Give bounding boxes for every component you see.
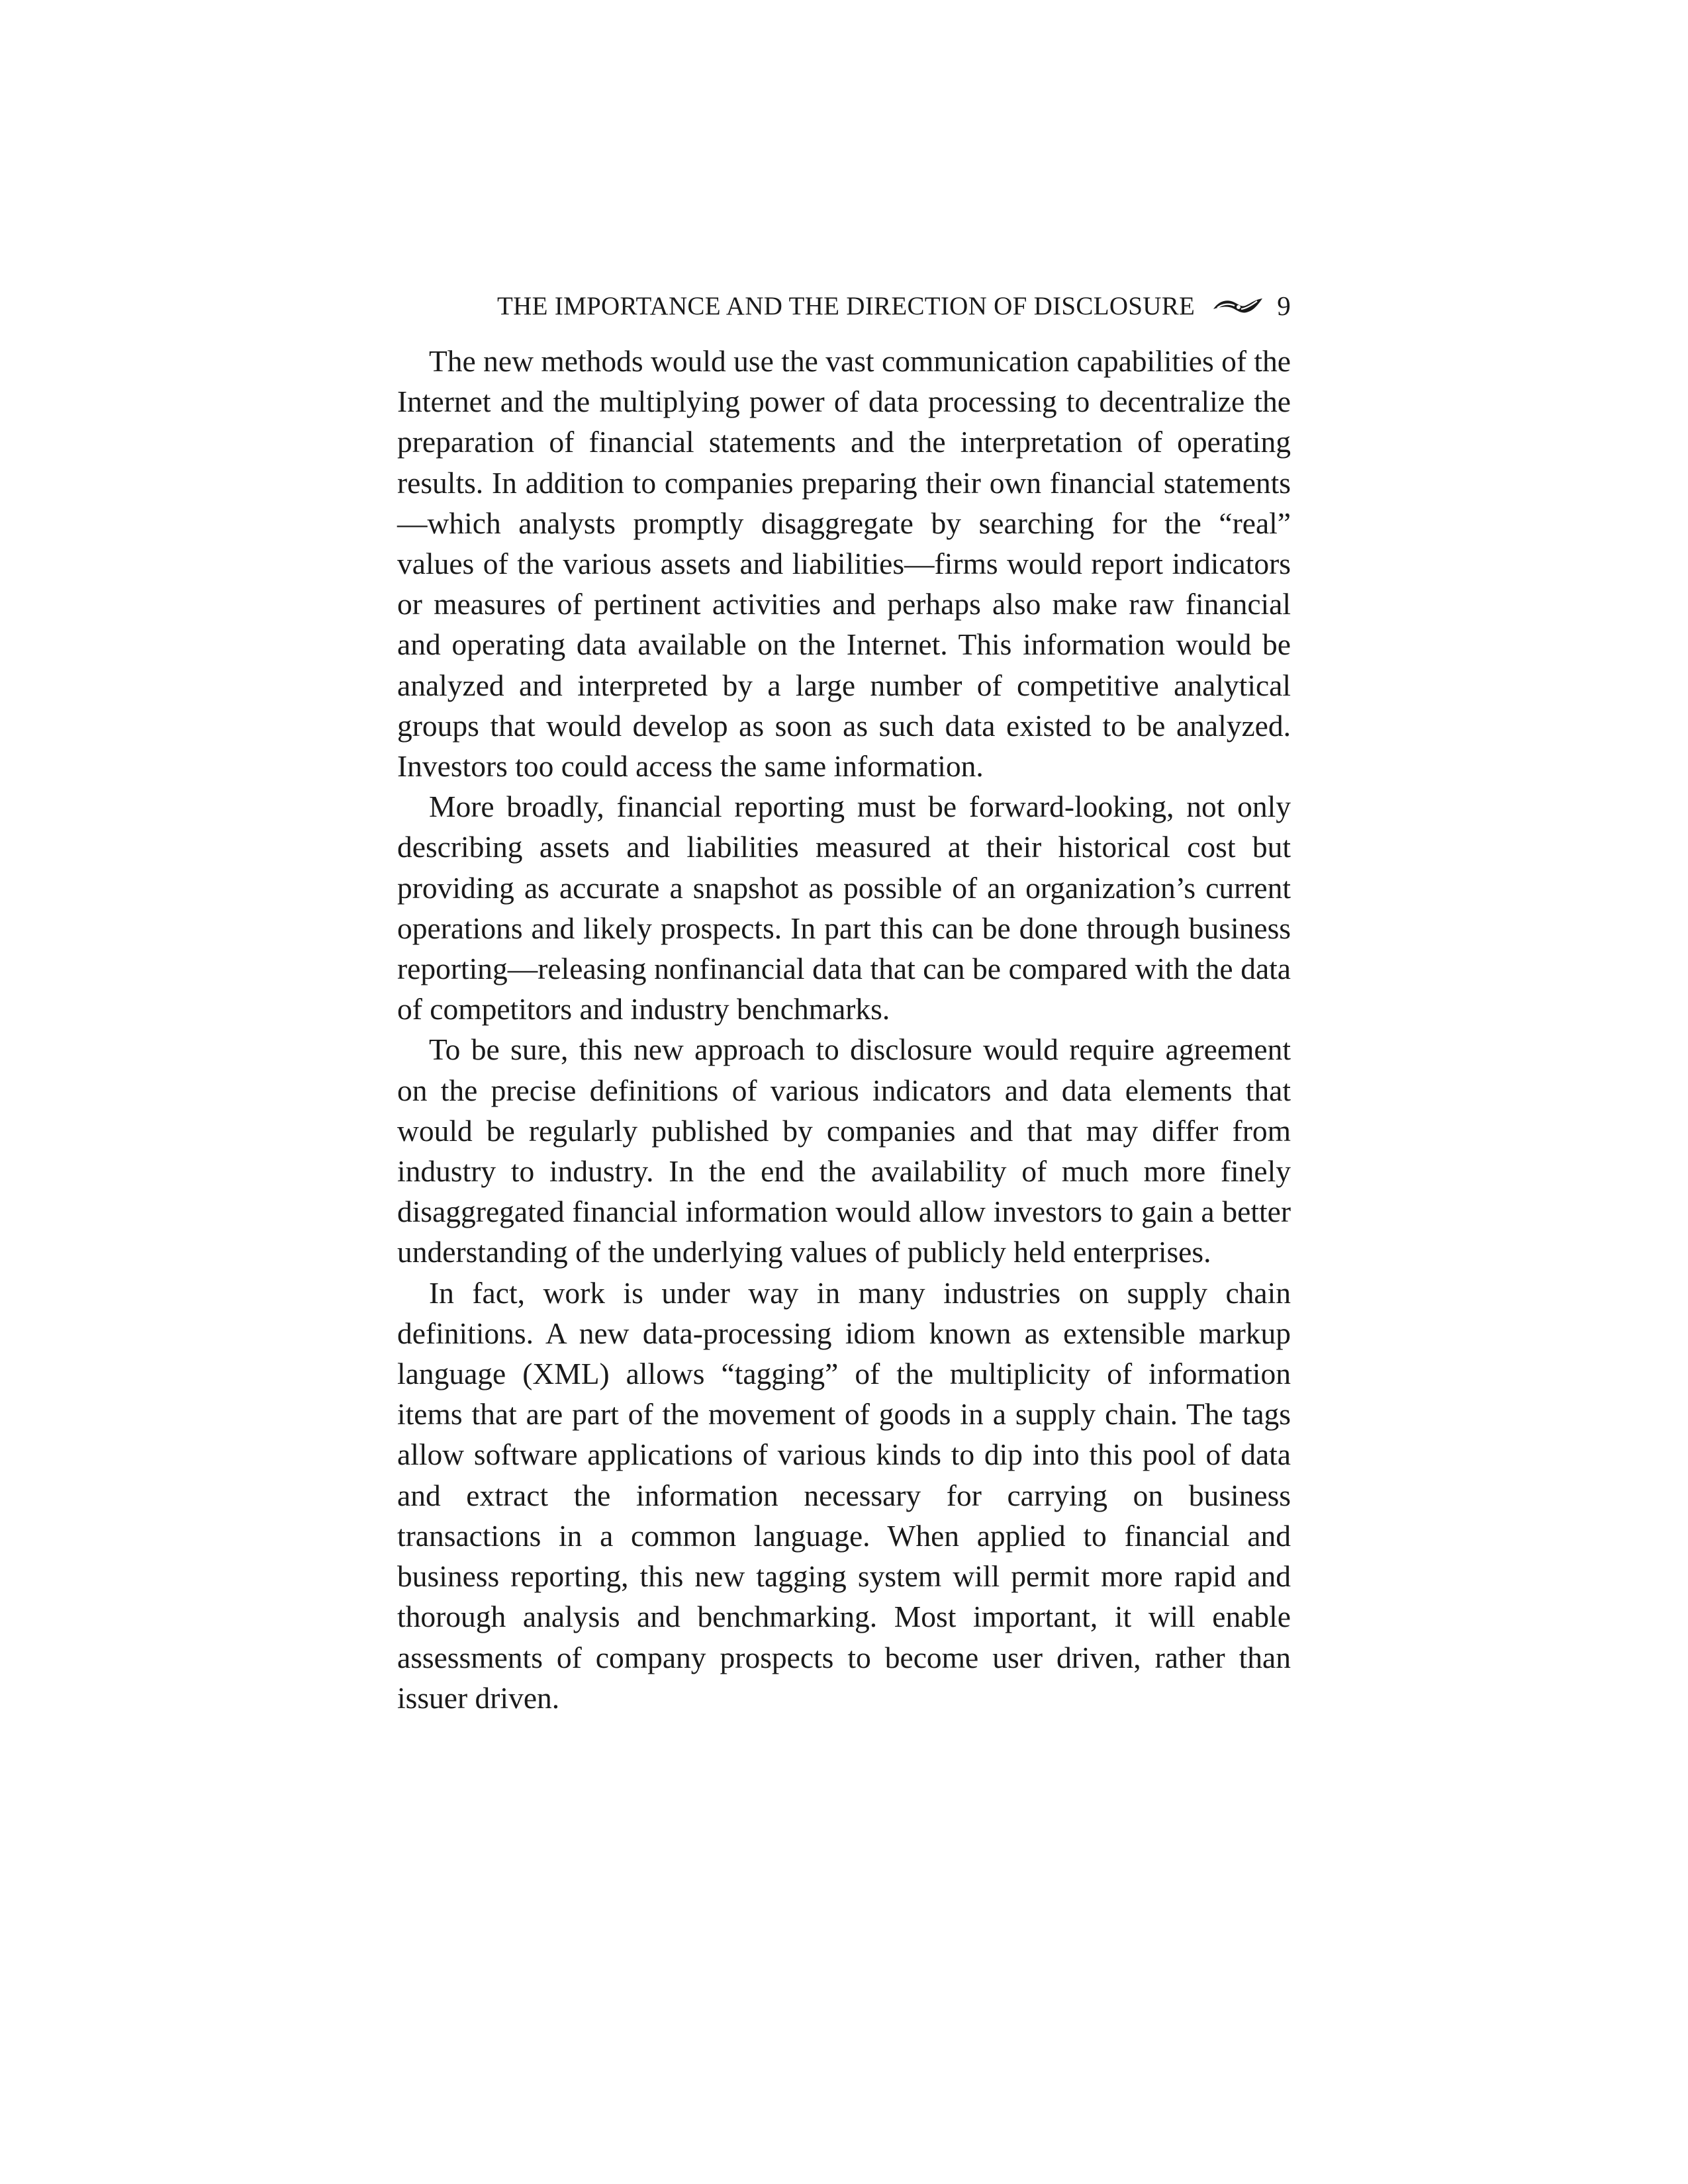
body-text: [397, 341, 1291, 1718]
page-number: 9: [1277, 291, 1291, 321]
paragraph: To be sure, this new approach to disclosure would require agreement on the precise definitions of various indicators and data elements that would be regularly published by companies and that may differ from industry to industry. In the end the availability of much more finely disaggregated financial information would allow investors to gain a better understanding of the underlying values of publicly held enterprises.: [397, 1032, 1291, 1269]
running-head: [391, 286, 1291, 326]
paragraph: In fact, work is under way in many industries on supply chain definitions. A new data-processing idiom known as extensible markup language (XML) allows “tagging” of the multiplicity of information items that are part of the movement of goods in a supply chain. The tags allow software applications of various kinds to dip into this pool of data and extract the information necessary for carrying on business transactions in a common language. When applied to financial and business reporting, this new tagging system will permit more rapid and thorough analysis and benchmarking. Most important, it will enable assessments of company prospects to become user driven, rather than issuer driven.: [397, 1275, 1291, 1715]
paragraph: More broadly, financial reporting must be forward-looking, not only describing assets and liabilities measured at their historical cost but providing as accurate a snapshot as possible of an organization’s current operations and likely prospects. In part this can be done through business reporting—releasing nonfinancial data that can be compared with the data of competitors and industry benchmarks.: [397, 790, 1291, 1026]
leaf-ornament-icon: [1212, 295, 1264, 317]
running-title: THE IMPORTANCE AND THE DIRECTION OF DISCLOSURE: [497, 291, 1196, 320]
paragraph: The new methods would use the vast communication capabilities of the Internet and the multiplying power of data processing to decentralize the preparation of financial statements and the interpretation of operating results. In addition to companies preparing their own financial statements—which analysts promptly disaggregate by searching for the “real” values of the various assets and liabilities—firms would report indicators or measures of pertinent activities and perhaps also make raw financial and operating data available on the Internet. This information would be analyzed and interpreted by a large number of competitive analytical groups that would develop as soon as such data existed to be analyzed. Investors too could access the same information.: [397, 344, 1291, 784]
